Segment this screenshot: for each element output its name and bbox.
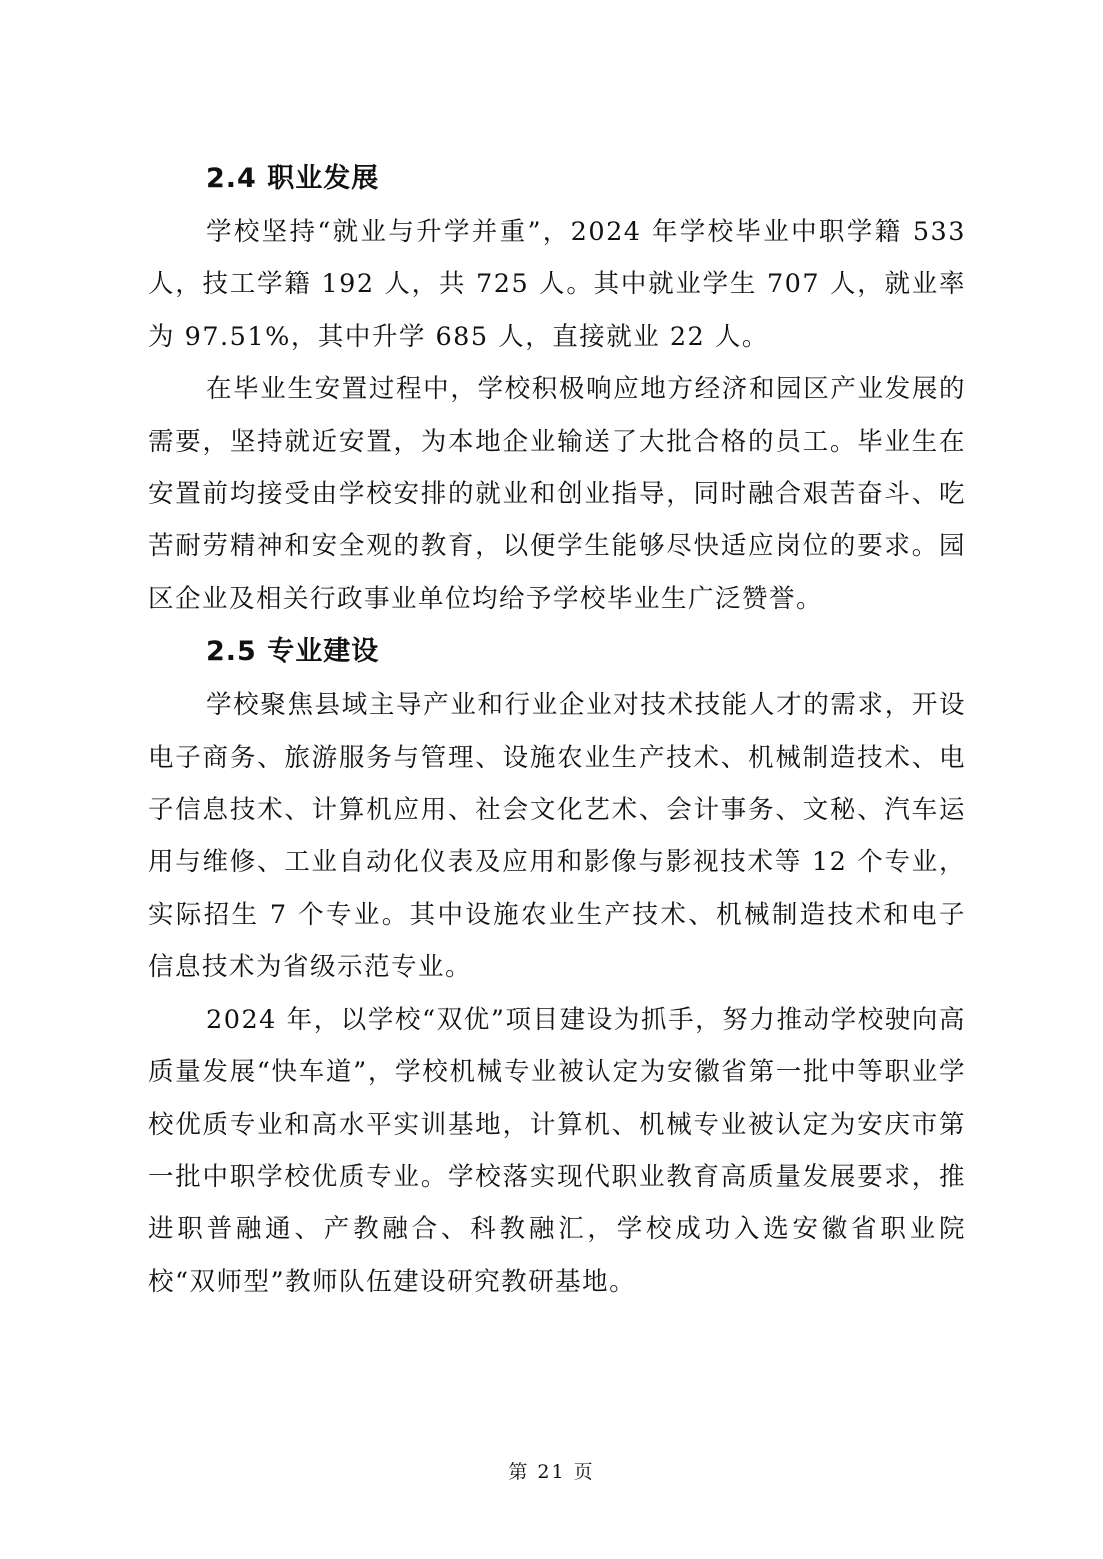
section-heading: 2.5 专业建设 [206,636,380,668]
paragraph: 学校坚持“就业与升学并重”，2024 年学校毕业中职学籍 533 人，技工学籍 192 人，共 725 人。其中就业学生 707 人，就业率为 97.51%，其中升学 685 人，直接就业 22 人。 [148,217,966,352]
paragraph: 2024 年，以学校“双优”项目建设为抓手，努力推动学校驶向高质量发展“快车道”，学校机械专业被认定为安徽省第一批中等职业学校优质专业和高水平实训基地，计算机、机械专业被认定为安庆市第一批中职学校优质专业。学校落实现代职业教育高质量发展要求，推进职普融通、产教融合、科教融汇，学校成功入选安徽省职业院校“双师型”教师队伍建设研究教研基地。 [148,1004,966,1297]
page-content [148,152,966,1308]
section-career-development [148,152,966,625]
section-heading: 2.4 职业发展 [206,163,380,194]
paragraph: 在毕业生安置过程中，学校积极响应地方经济和园区产业发展的需要，坚持就近安置，为本地企业输送了大批合格的员工。毕业生在安置前均接受由学校安排的就业和创业指导，同时融合艰苦奋斗、吃苦耐劳精神和安全观的教育，以便学生能够尽快适应岗位的要求。园区企业及相关行政事业单位均给予学校毕业生广泛赞誉。 [148,374,966,614]
page-number: 第 21 页 [508,1461,595,1483]
paragraph: 学校聚焦县域主导产业和行业企业对技术技能人才的需求，开设电子商务、旅游服务与管理、设施农业生产技术、机械制造技术、电子信息技术、计算机应用、社会文化艺术、会计事务、文秘、汽车运用与维修、工业自动化仪表及应用和影像与影视技术等 12 个专业，实际招生 7 个专业。其中设施农业生产技术、机械制造技术和电子信息技术为省级示范专业。 [148,690,966,983]
section-major-construction [148,625,966,1308]
